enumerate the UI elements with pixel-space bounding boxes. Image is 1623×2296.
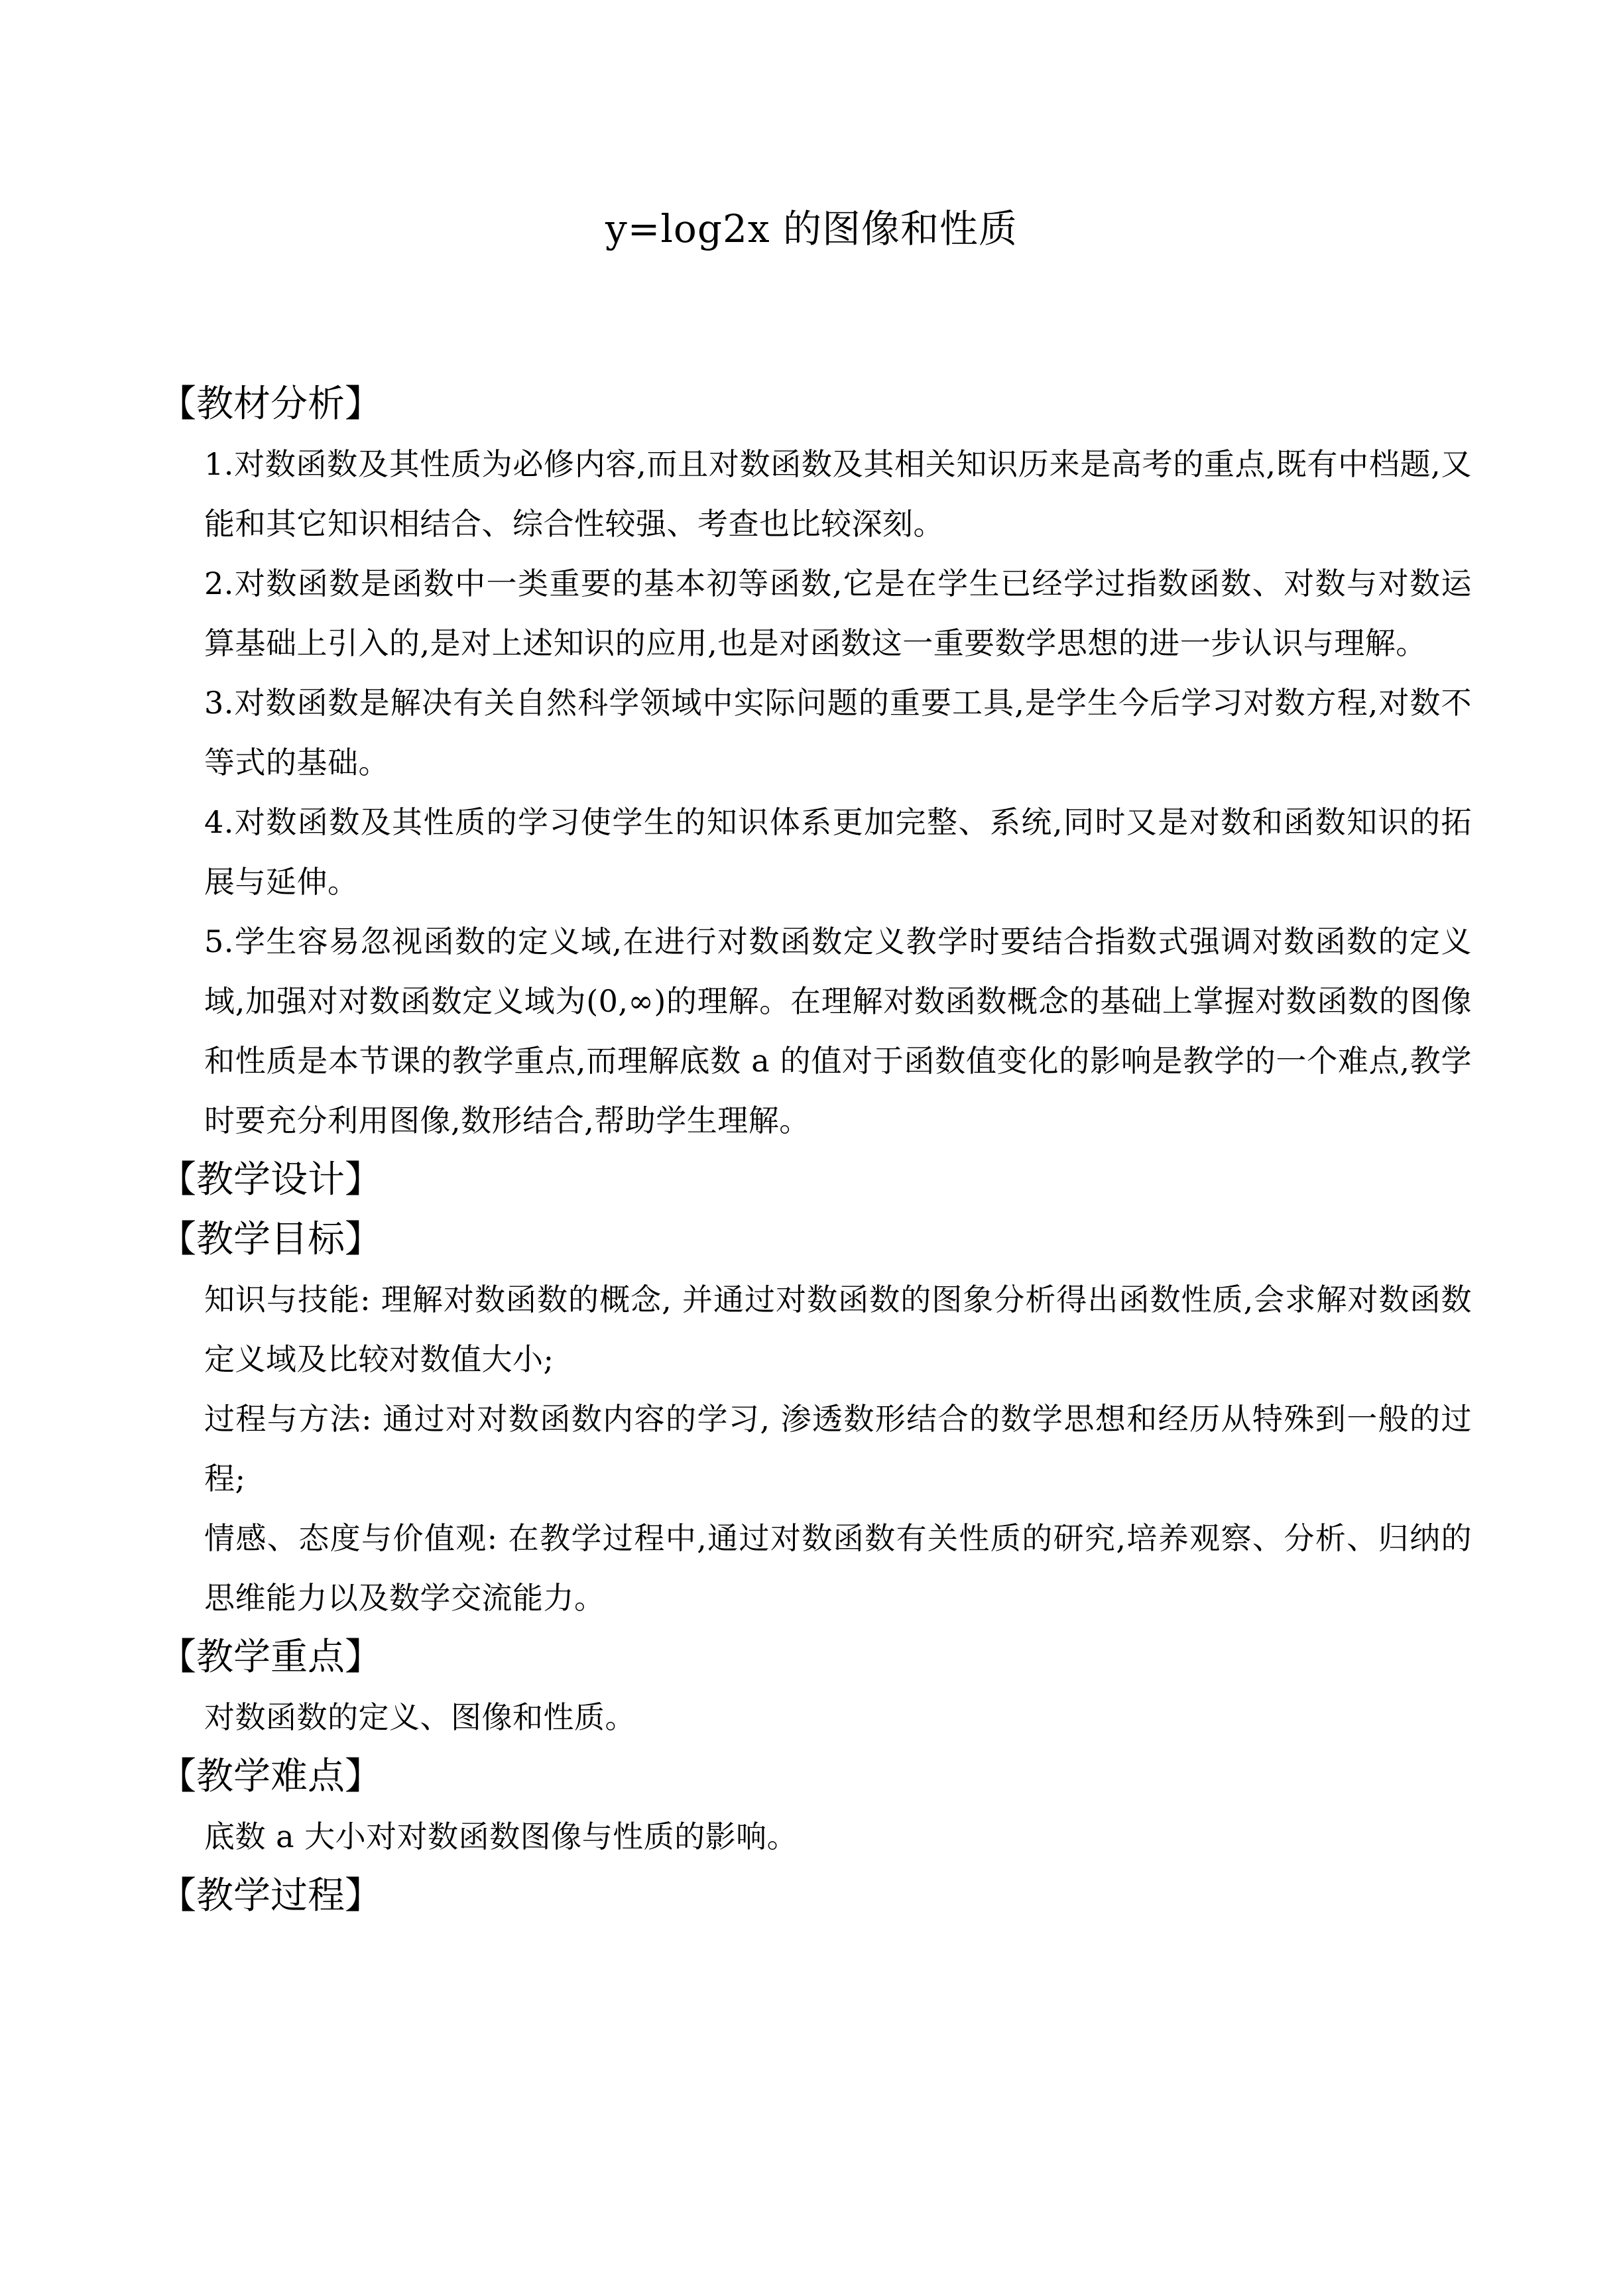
document-body	[159, 375, 1472, 1926]
section-heading: 【教材分析】	[159, 383, 382, 426]
section-key-points	[159, 1628, 1472, 1747]
paragraph: 过程与方法: 通过对对数函数内容的学习, 渗透数形结合的数学思想和经历从特殊到一般的过程;	[204, 1401, 1472, 1496]
paragraph: 知识与技能: 理解对数函数的概念, 并通过对数函数的图象分析得出函数性质,会求解对数函数定义域及比较对数值大小;	[204, 1282, 1472, 1377]
paragraph: 底数 a 大小对对数函数图像与性质的影响。	[204, 1819, 798, 1854]
section-heading: 【教学重点】	[159, 1636, 382, 1679]
paragraph: 2.对数函数是函数中一类重要的基本初等函数,它是在学生已经学过指数函数、对数与对数运算基础上引入的,是对上述知识的应用,也是对函数这一重要数学思想的进一步认识与理解。	[204, 566, 1472, 661]
paragraph: 1.对数函数及其性质为必修内容,而且对数函数及其相关知识历来是高考的重点,既有中档题,又能和其它知识相结合、综合性较强、考查也比较深刻。	[204, 446, 1472, 542]
paragraph: 5.学生容易忽视函数的定义域,在进行对数函数定义教学时要结合指数式强调对数函数的定义域,加强对对数函数定义域为(0,∞)的理解。在理解对数函数概念的基础上掌握对数函数的图像和性质是本节课的教学重点,而理解底数 a 的值对于函数值变化的影响是教学的一个难点,教学时要充分利用图像,数形结合,帮助学生理解。	[204, 924, 1472, 1138]
paragraph: 3.对数函数是解决有关自然科学领域中实际问题的重要工具,是学生今后学习对数方程,对数不等式的基础。	[204, 685, 1472, 780]
section-heading: 【教学难点】	[159, 1755, 382, 1798]
section-teaching-design	[159, 1150, 1472, 1210]
document-title: y=log2x 的图像和性质	[605, 206, 1018, 251]
section-heading: 【教学设计】	[159, 1158, 382, 1201]
section-heading: 【教学过程】	[159, 1874, 382, 1917]
section-teaching-process	[159, 1866, 1472, 1926]
paragraph: 4.对数函数及其性质的学习使学生的知识体系更加完整、系统,同时又是对数和函数知识的拓展与延伸。	[204, 804, 1472, 900]
section-difficulties	[159, 1747, 1472, 1866]
paragraph: 对数函数的定义、图像和性质。	[204, 1699, 636, 1735]
section-textbook-analysis	[159, 375, 1472, 1150]
section-heading: 【教学目标】	[159, 1218, 382, 1261]
paragraph: 情感、态度与价值观: 在教学过程中,通过对数函数有关性质的研究,培养观察、分析、归纳的思维能力以及数学交流能力。	[204, 1520, 1472, 1616]
section-teaching-objectives	[159, 1210, 1472, 1628]
